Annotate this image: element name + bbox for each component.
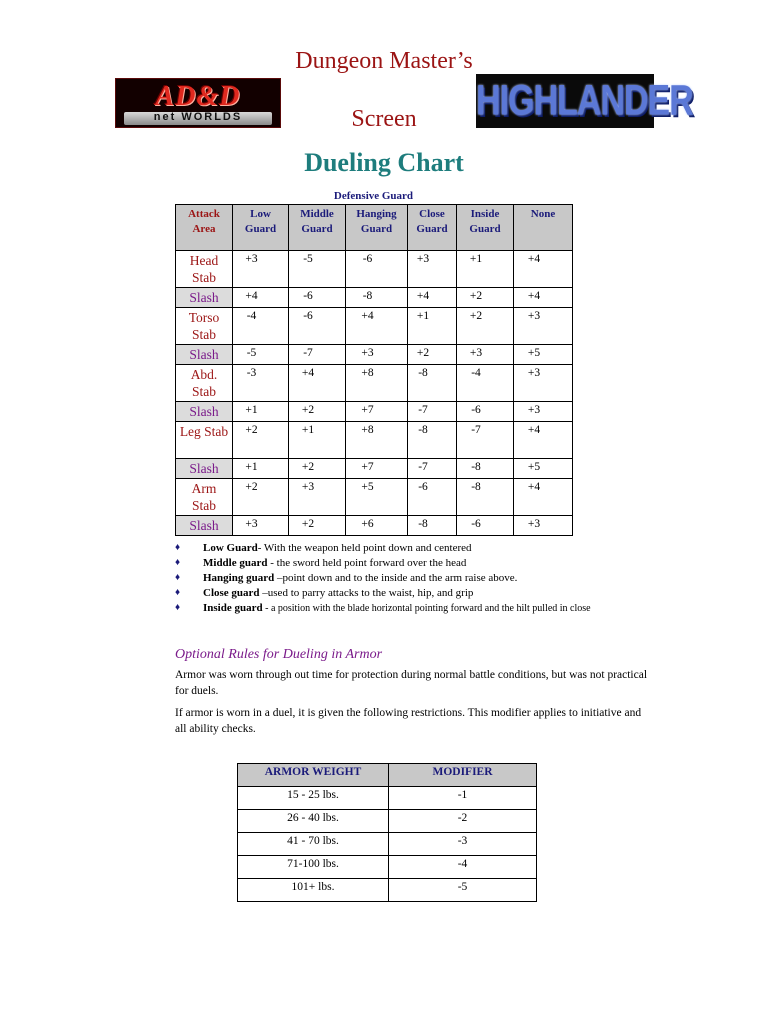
modifier-cell: -6	[408, 479, 457, 516]
modifier-cell: +2	[233, 479, 289, 516]
attack-area-cell: Slash	[176, 345, 233, 365]
dueling-header-cell: Close Guard	[408, 205, 457, 251]
diamond-bullet-icon: ♦	[175, 572, 181, 583]
table-row	[176, 345, 573, 365]
modifier-cell: -6	[289, 308, 346, 345]
attack-area-cell: Head Stab	[176, 251, 233, 288]
modifier-cell: +3	[514, 402, 573, 422]
armor-weight-cell: 26 - 40 lbs.	[238, 810, 389, 833]
armor-modifier-cell: -4	[389, 856, 537, 879]
modifier-cell: +4	[233, 288, 289, 308]
modifier-cell: +7	[346, 459, 408, 479]
armor-paragraph-1: Armor was worn through out time for protection during normal battle conditions, but was not practical for duels.	[175, 669, 648, 697]
modifier-cell: +2	[457, 288, 514, 308]
armor-weight-cell: 15 - 25 lbs.	[238, 787, 389, 810]
guard-term: Middle guard	[203, 557, 268, 569]
armor-modifier-cell: -2	[389, 810, 537, 833]
modifier-cell: +2	[408, 345, 457, 365]
modifier-cell: +4	[289, 365, 346, 402]
guard-description: –used to parry attacks to the waist, hip, and grip	[259, 587, 474, 599]
modifier-cell: -8	[346, 288, 408, 308]
guard-term: Inside guard	[203, 602, 263, 614]
modifier-cell: +5	[346, 479, 408, 516]
armor-weight-cell: 101+ lbs.	[238, 879, 389, 902]
diamond-bullet-icon: ♦	[175, 587, 181, 598]
modifier-cell: -5	[233, 345, 289, 365]
modifier-cell: +3	[457, 345, 514, 365]
armor-header-cell: ARMOR WEIGHT	[238, 764, 389, 787]
armor-table	[237, 763, 537, 902]
attack-area-cell: Slash	[176, 459, 233, 479]
modifier-cell: -6	[289, 288, 346, 308]
table-row	[238, 856, 537, 879]
armor-paragraph-2: If armor is worn in a duel, it is given the following restrictions. This modifier applies to initiative and all ability checks.	[175, 707, 642, 735]
armor-header-row	[238, 764, 537, 787]
modifier-cell: +4	[514, 479, 573, 516]
attack-area-cell: Arm Stab	[176, 479, 233, 516]
modifier-cell: -8	[408, 422, 457, 459]
modifier-cell: +4	[514, 422, 573, 459]
dueling-header-cell: Middle Guard	[289, 205, 346, 251]
add-logo-text: AD&D	[155, 81, 241, 112]
modifier-cell: -6	[457, 402, 514, 422]
modifier-cell: +3	[233, 251, 289, 288]
modifier-cell: +4	[514, 288, 573, 308]
dueling-header-cell: Hanging Guard	[346, 205, 408, 251]
table-row	[176, 516, 573, 536]
dueling-header-cell: Attack Area	[176, 205, 233, 251]
table-caption: Defensive Guard	[333, 190, 414, 202]
modifier-cell: -8	[457, 459, 514, 479]
bullet-text	[203, 571, 517, 586]
table-row	[176, 459, 573, 479]
modifier-cell: -4	[233, 308, 289, 345]
modifier-cell: -8	[457, 479, 514, 516]
modifier-cell: -6	[457, 516, 514, 536]
highlander-logo-text: HIGHLANDER	[476, 77, 693, 125]
modifier-cell: +4	[346, 308, 408, 345]
guard-term: Low Guard	[203, 542, 258, 554]
armor-body	[238, 787, 537, 902]
dueling-header-row	[176, 205, 573, 251]
bullet-text	[203, 541, 472, 556]
modifier-cell: +1	[233, 459, 289, 479]
modifier-cell: +3	[514, 308, 573, 345]
armor-modifier-cell: -5	[389, 879, 537, 902]
modifier-cell: +3	[408, 251, 457, 288]
guard-description: - a position with the blade horizontal pointing forward and the hilt pulled in close	[262, 603, 591, 614]
guard-description: - With the weapon held point down and centered	[257, 542, 472, 554]
modifier-cell: +7	[346, 402, 408, 422]
armor-modifier-cell: -3	[389, 833, 537, 856]
table-row	[176, 288, 573, 308]
modifier-cell: +3	[233, 516, 289, 536]
dueling-body	[176, 251, 573, 536]
modifier-cell: -4	[457, 365, 514, 402]
dueling-header-cell: Inside Guard	[457, 205, 514, 251]
modifier-cell: -5	[289, 251, 346, 288]
table-row	[176, 402, 573, 422]
modifier-cell: +3	[289, 479, 346, 516]
modifier-cell: -7	[408, 459, 457, 479]
modifier-cell: +5	[514, 345, 573, 365]
modifier-cell: +8	[346, 422, 408, 459]
modifier-cell: +3	[514, 516, 573, 536]
attack-area-cell: Torso Stab	[176, 308, 233, 345]
modifier-cell: +1	[289, 422, 346, 459]
page-title: Dueling Chart	[304, 148, 464, 177]
guard-description: –point down and to the inside and the arm raise above.	[274, 572, 518, 584]
dueling-header-cell: Low Guard	[233, 205, 289, 251]
modifier-cell: +1	[233, 402, 289, 422]
armor-modifier-cell: -1	[389, 787, 537, 810]
modifier-cell: +1	[408, 308, 457, 345]
header-title-line1: Dungeon Master’s	[295, 48, 473, 74]
modifier-cell: -8	[408, 516, 457, 536]
modifier-cell: +8	[346, 365, 408, 402]
armor-weight-cell: 71-100 lbs.	[238, 856, 389, 879]
attack-area-cell: Slash	[176, 288, 233, 308]
table-row	[238, 787, 537, 810]
modifier-cell: -6	[346, 251, 408, 288]
dueling-header-cell: None	[514, 205, 573, 251]
modifier-cell: -7	[289, 345, 346, 365]
modifier-cell: +4	[408, 288, 457, 308]
bullet-text	[203, 586, 473, 601]
header-title-line2: Screen	[351, 106, 417, 132]
attack-area-cell: Slash	[176, 402, 233, 422]
guard-description: - the sword held point forward over the head	[267, 557, 467, 569]
add-networlds-logo	[115, 78, 281, 128]
modifier-cell: +6	[346, 516, 408, 536]
table-row	[176, 251, 573, 288]
modifier-cell: +5	[514, 459, 573, 479]
attack-area-cell: Abd. Stab	[176, 365, 233, 402]
modifier-cell: -7	[408, 402, 457, 422]
diamond-bullet-icon: ♦	[175, 542, 181, 553]
dueling-table	[175, 204, 573, 536]
modifier-cell: +2	[289, 516, 346, 536]
guard-term: Hanging guard	[203, 572, 275, 584]
table-row	[238, 879, 537, 902]
armor-header-cell: MODIFIER	[389, 764, 537, 787]
modifier-cell: +3	[514, 365, 573, 402]
modifier-cell: +4	[514, 251, 573, 288]
modifier-cell: +1	[457, 251, 514, 288]
bullet-text	[203, 556, 466, 571]
highlander-logo	[476, 74, 693, 128]
table-row	[176, 365, 573, 402]
modifier-cell: -8	[408, 365, 457, 402]
guard-term: Close guard	[203, 587, 260, 599]
table-row	[176, 308, 573, 345]
diamond-bullet-icon: ♦	[175, 557, 181, 568]
attack-area-cell: Leg Stab	[176, 422, 233, 459]
modifier-cell: -7	[457, 422, 514, 459]
attack-area-cell: Slash	[176, 516, 233, 536]
optional-rules-heading: Optional Rules for Dueling in Armor	[175, 647, 383, 662]
table-row	[176, 479, 573, 516]
add-logo-subtext: net WORLDS	[153, 111, 243, 123]
modifier-cell: +2	[289, 402, 346, 422]
bullet-text	[203, 601, 591, 617]
armor-weight-cell: 41 - 70 lbs.	[238, 833, 389, 856]
modifier-cell: +2	[289, 459, 346, 479]
table-row	[238, 833, 537, 856]
table-row	[238, 810, 537, 833]
table-row	[176, 422, 573, 459]
modifier-cell: -3	[233, 365, 289, 402]
modifier-cell: +3	[346, 345, 408, 365]
diamond-bullet-icon: ♦	[175, 602, 181, 613]
modifier-cell: +2	[233, 422, 289, 459]
modifier-cell: +2	[457, 308, 514, 345]
